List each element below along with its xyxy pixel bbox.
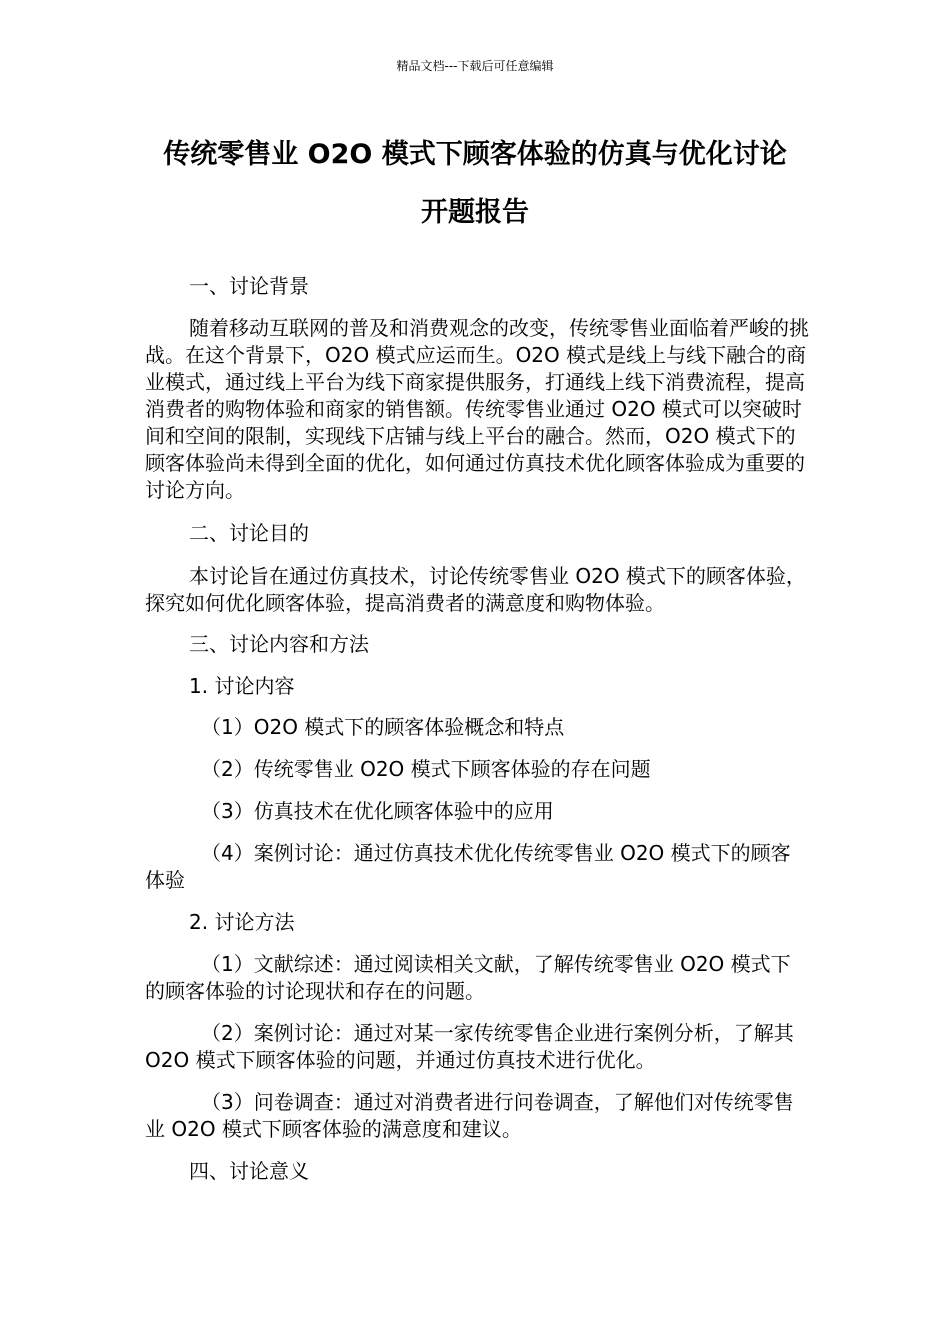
document-title-line-2: 开题报告 [421, 197, 529, 228]
content-item: （3）仿真技术在优化顾客体验中的应用 [201, 799, 554, 823]
subsection-heading-content: 1. 讨论内容 [189, 674, 295, 698]
method-item: （1）文献综述：通过阅读相关文献，了解传统零售业 O2O 模式下的顾客体验的讨论现状和存在的问题。 [145, 952, 791, 1003]
content-item: （2）传统零售业 O2O 模式下顾客体验的存在问题 [201, 757, 651, 781]
content-item: （4）案例讨论：通过仿真技术优化传统零售业 O2O 模式下的顾客体验 [145, 841, 791, 892]
content-item: （1）O2O 模式下的顾客体验概念和特点 [201, 715, 565, 739]
subsection-heading-method: 2. 讨论方法 [189, 910, 295, 934]
section-heading-background: 一、讨论背景 [189, 274, 309, 298]
method-item: （3）问卷调查：通过对消费者进行问卷调查，了解他们对传统零售业 O2O 模式下顾客体验的满意度和建议。 [145, 1090, 794, 1141]
section-heading-purpose: 二、讨论目的 [189, 521, 309, 545]
background-paragraph: 随着移动互联网的普及和消费观念的改变，传统零售业面临着严峻的挑战。在这个背景下，O2O 模式应运而生。O2O 模式是线上与线下融合的商业模式，通过线上平台为线下商家提供服务，打通线上线下消费流程，提高消费者的购物体验和商家的销售额。传统零售业通过 O2O 模式可以突破时间和空间的限制，实现线下店铺与线上平台的融合。然而，O2O 模式下的顾客体验尚未得到全面的优化，如何通过仿真技术优化顾客体验成为重要的讨论方向。 [145, 316, 809, 502]
header-note: 精品文档---下载后可任意编辑 [396, 59, 554, 73]
section-heading-content-method: 三、讨论内容和方法 [189, 632, 369, 656]
purpose-paragraph: 本讨论旨在通过仿真技术，讨论传统零售业 O2O 模式下的顾客体验，探究如何优化顾客体验，提高消费者的满意度和购物体验。 [145, 564, 806, 615]
document-title-line-1: 传统零售业 O2O 模式下顾客体验的仿真与优化讨论 [163, 139, 787, 170]
section-heading-significance: 四、讨论意义 [189, 1159, 309, 1183]
method-item: （2）案例讨论：通过对某一家传统零售企业进行案例分析，了解其 O2O 模式下顾客体验的问题，并通过仿真技术进行优化。 [145, 1021, 794, 1072]
